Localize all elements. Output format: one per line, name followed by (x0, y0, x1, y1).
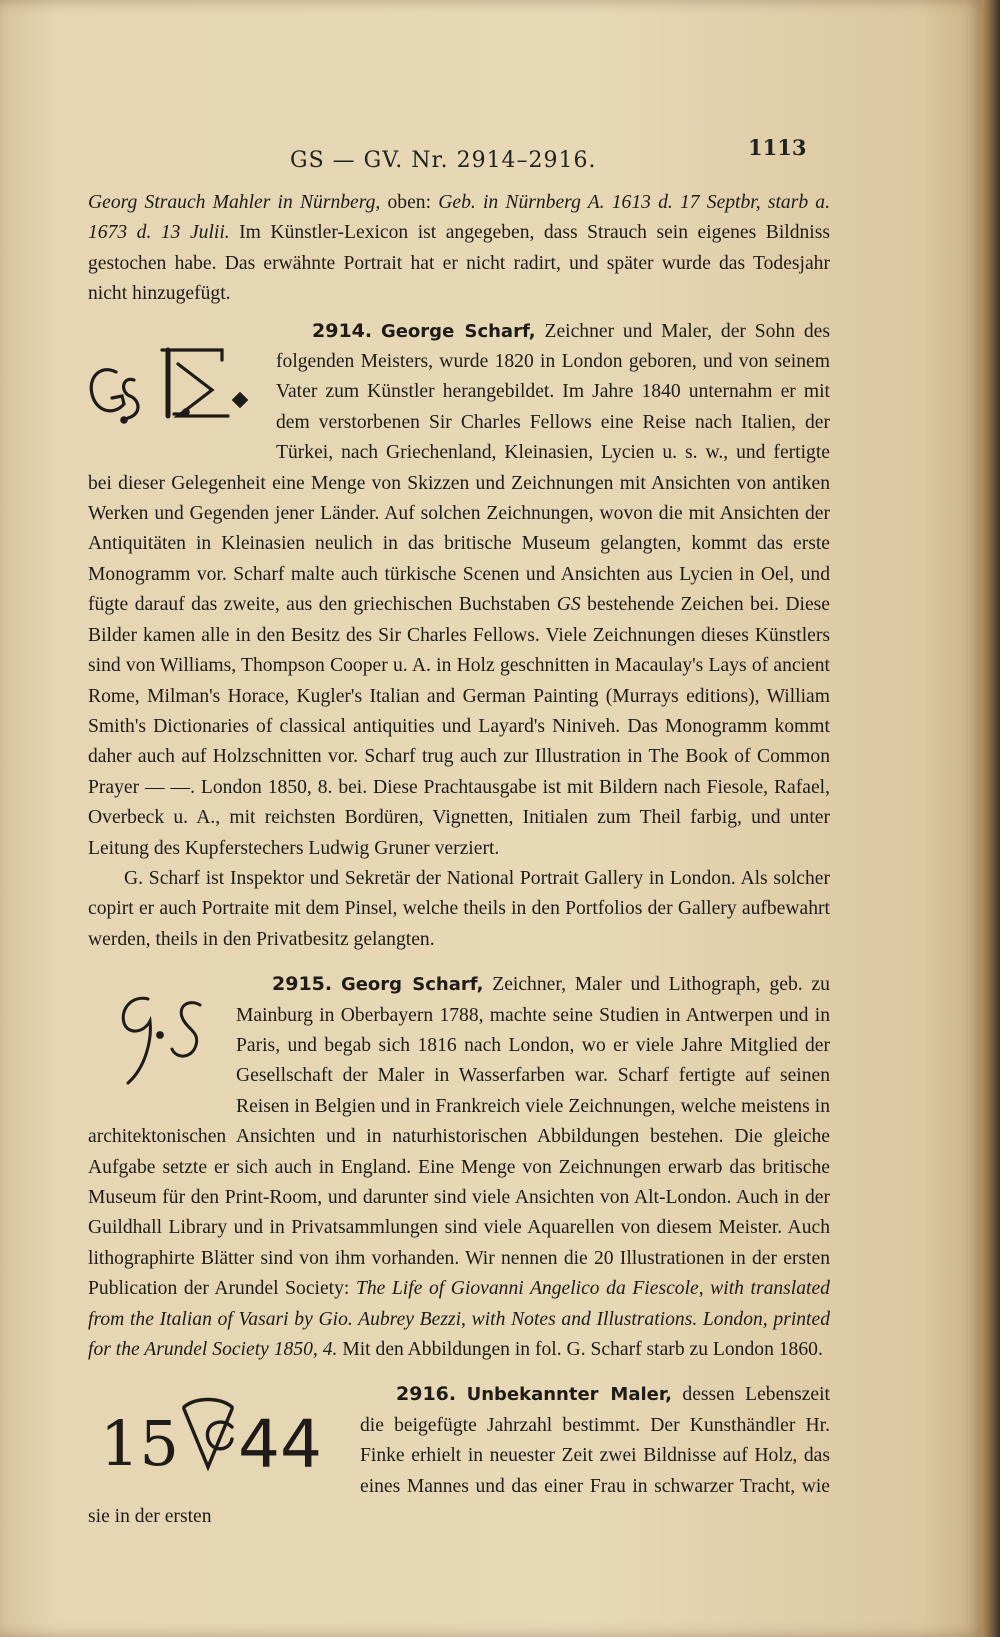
entry-2915-name: Georg Scharf, (340, 974, 484, 996)
entry-2916 (88, 1379, 830, 1532)
entry-2915-body-2: Mit den Abbildungen in fol. G. Scharf starb zu London 1860. (337, 1339, 823, 1361)
page-body (88, 188, 830, 1532)
monogram-1544-image (100, 1387, 348, 1483)
monogram-year-right: 44 (238, 1406, 322, 1484)
entry-2914-body-1: Zeichner und Maler, der Sohn des folgenden Meisters, wurde 1820 in London geboren, und von seinem Vater zum Künstler herangebildet. Im Jahre 1840 unternahm er mit dem verstorbenen Sir Charles Fellows eine Reise nach Italien, der Türkei, nach Griechenland, Kleinasien, Lycien u. s. w., und fertigte bei dieser Gelegenheit eine Menge von Skizzen und Zeichnungen mit Ansichten von antiken Werken und Gegenden jener Länder. Auf solchen Zeichnungen, wovon die mit Ansichten der Antiquitäten in Kleinasien neulich in das britische Museum gelangten, kommt das erste Monogramm vor. Scharf malte auch türkische Scenen und Ansichten aus Lycien in Oel, und fügte darauf das zweite, aus den griechischen Buchstaben (88, 320, 830, 616)
intro-italic-1: Georg Strauch Mahler in Nürnberg, (88, 192, 381, 213)
entry-2914-body-2: bestehende Zeichen bei. Diese Bilder kamen alle in den Besitz des Sir Charles Fellows. Viele Zeichnungen dieses Künstlers sind von Williams, Thompson Cooper u. A. in Holz geschnitten in Macaulay's Lays of ancient Rome, Milman's Horace, Kugler's Italian and German Painting (Murrays editions), William Smith's Dictionaries of classical antiquities und Layard's Niniveh. Das Monogramm kommt daher auch auf Holzschnitten vor. Scharf trug auch zur Illustration in The Book of Common Prayer — —. London 1850, 8. bei. Diese Prachtausgabe ist mit Bildern nach Fiesole, Rafael, Overbeck u. A., mit reichsten Bordüren, Vignetten, Initialen zum Theil farbig, und unter Leitung des Kupferstechers Ludwig Gruner verziert. (88, 594, 830, 859)
monogram-2914 (82, 320, 262, 440)
monogram-2915 (106, 975, 226, 1095)
entry-2916-number: 2916. (396, 1383, 457, 1406)
monogram-gs-greek-image (82, 320, 262, 440)
monogram-2916 (100, 1387, 348, 1483)
intro-italic-2: Geb. in Nürnberg A. 1613 d. 17 Septbr, starb a. 1673 d. 13 Julii. (88, 192, 831, 244)
page-number: 1113 (748, 135, 807, 160)
entry-2915-number: 2915. (272, 973, 333, 996)
entry-2914-paragraph-2: G. Scharf ist Inspektor und Sekretär der National Portrait Gallery in London. Als solcher copirt er auch Portraite mit dem Pinsel, welche theils in den Portfolios der Gallery aufbewahrt werden, theils in den Privatbesitz gelangten. (88, 867, 830, 950)
monogram-gs-script-image (106, 975, 226, 1095)
entry-2914-greek: GS (556, 594, 581, 616)
entry-2915-italic-title: The Life of Giovanni Angelico da Fiescole, with translated from the Italian of Vasari by Gio. Aubrey Bezzi, with Notes and Illustrations. London, printed for the Arundel Society 1850, 4. (88, 1278, 830, 1361)
intro-paragraph (88, 188, 830, 310)
entry-2916-body-1: dessen Lebenszeit die beigefügte Jahrzahl bestimmt. Der Kunsthändler Hr. Finke erhielt in neuester Zeit zwei Bildnisse auf Holz, das eines Mannes und das einer Frau in schwarzer Tracht, wie sie in der ersten (88, 1384, 830, 1528)
entry-2914-number: 2914. (312, 319, 373, 342)
entry-2915 (88, 969, 830, 1365)
monogram-year-left: 15 (100, 1407, 179, 1481)
entry-2914 (88, 316, 830, 864)
entry-2916-name: Unbekannter Maler, (466, 1384, 672, 1406)
intro-text-1: oben: (380, 192, 439, 213)
book-spine-edge (982, 0, 1000, 1637)
entry-2914-name: George Scharf, (380, 320, 536, 342)
entry-2915-body-1: Zeichner, Maler und Lithograph, geb. zu Mainburg in Oberbayern 1788, machte seine Studien in Antwerpen und in Paris, und begab sich 1816 nach London, wo er viele Jahre Mitglied der Gesellschaft der Maler in Wasserfarben war. Scharf fertigte auf seinen Reisen in Belgien und in Frankreich viele Zeichnungen, welche meistens in architektonischen Ansichten und in naturhistorischen Abbildungen bestehen. Die gleiche Aufgabe setzte er sich auch in England. Eine Menge von Zeichnungen erwarb das britische Museum für den Print-Room, und darunter sind viele Ansichten von Alt-London. Auch in der Guildhall Library und in Privatsammlungen sind viele Aquarellen von diesem Meister. Auch lithographirte Blätter sind von ihm vorhanden. Wir nennen die 20 Illustrationen in der ersten Publication der Arundel Society: (88, 974, 830, 1300)
running-header: GS — GV. Nr. 2914–2916. (290, 148, 597, 173)
intro-text-2: Im Künstler-Lexicon ist angegeben, dass Strauch sein eigenes Bildniss gestochen habe. Das erwähnte Portrait hat er nicht radirt, und später wurde das Todesjahr nicht hinzugefügt. (88, 222, 830, 305)
